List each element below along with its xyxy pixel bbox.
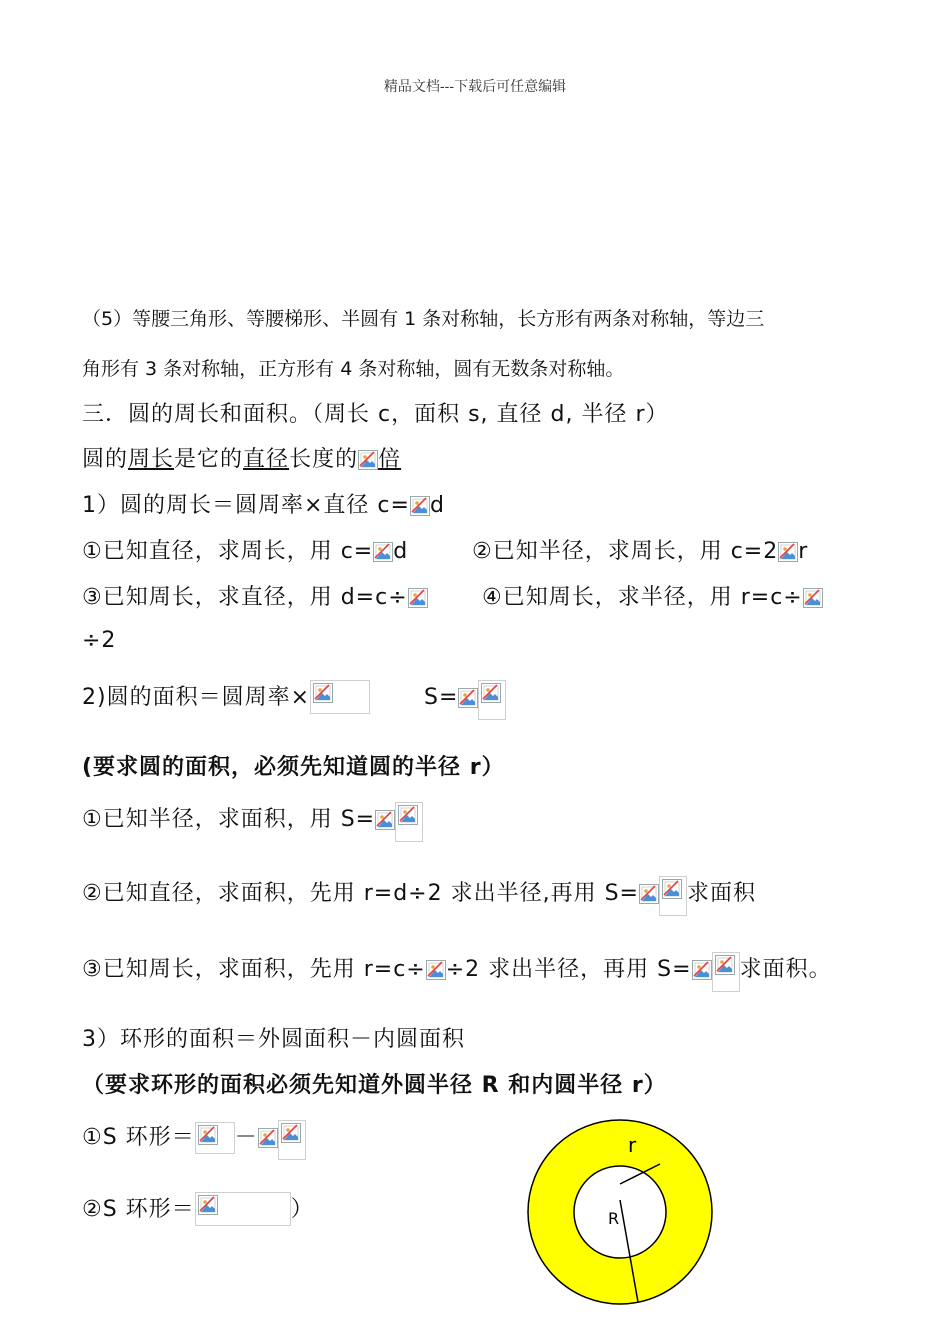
underlined-term-times: 倍	[378, 447, 402, 472]
text-segment: ②S 环形＝	[82, 1197, 195, 1222]
inner-radius-label: r	[628, 1133, 637, 1157]
pi-R2-minus-r2-image-icon	[198, 1195, 218, 1215]
text-line-6	[82, 534, 408, 565]
pi-r-squared-image-icon	[313, 683, 333, 703]
r-squared-image-icon	[481, 683, 501, 703]
formula-image-box	[712, 952, 740, 992]
text-segment: r	[798, 539, 809, 564]
text-line-6b	[472, 534, 808, 565]
pi-formula-image-icon	[408, 588, 428, 608]
pi-image-icon	[375, 810, 395, 830]
text-line-9b	[424, 680, 506, 720]
text-segment: －	[234, 1125, 258, 1150]
text-segment: ）	[290, 1197, 314, 1222]
text-line-7	[82, 580, 428, 611]
r-squared-image-icon	[398, 805, 418, 825]
text-segment: 求面积	[686, 881, 756, 906]
text-line-16	[82, 1120, 306, 1160]
text-line-5	[82, 488, 445, 519]
text-segment: 2)圆的面积＝圆周率×	[82, 685, 311, 710]
outer-radius-label: R	[608, 1209, 620, 1228]
pi-image-icon	[458, 688, 478, 708]
formula-image-box	[478, 680, 506, 720]
text-segment: ③已知周长，求面积，先用 r=c÷	[82, 957, 426, 982]
text-segment: ①已知半径，求面积，用 S=	[82, 807, 376, 832]
pi-image-icon	[692, 960, 712, 980]
text-segment: 圆的	[82, 447, 129, 472]
formula-image-box	[395, 802, 423, 842]
text-line-8: ÷2	[82, 628, 117, 653]
formula-image-box	[278, 1120, 306, 1160]
annulus-diagram	[520, 1112, 720, 1312]
pi-formula-image-icon	[778, 542, 798, 562]
pi-image-icon	[426, 960, 446, 980]
text-segment: 求面积。	[739, 957, 832, 982]
text-line-17	[82, 1192, 314, 1226]
note-radius-required: (要求圆的面积，必须先知道圆的半径 r）	[82, 755, 505, 780]
section-title: 三．圆的周长和面积。（周长 c，面积 s, 直径 d, 半径 r）	[82, 402, 669, 427]
pi-R-squared-image-icon	[198, 1125, 218, 1145]
inner-circle	[574, 1166, 666, 1258]
text-line-4	[82, 442, 401, 473]
text-segment: ②已知直径，求面积，先用 r=d÷2 求出半径,再用 S=	[82, 881, 639, 906]
text-segment: ÷2 求出半径，再用 S=	[445, 957, 692, 982]
formula-image-box	[310, 680, 370, 714]
text-line-11	[82, 802, 423, 842]
text-line-2: 角形有 3 条对称轴，正方形有 4 条对称轴，圆有无数条对称轴。	[82, 358, 625, 380]
pi-image-icon	[258, 1128, 278, 1148]
underlined-term-diameter: 直径	[243, 447, 290, 472]
formula-image-box	[195, 1192, 291, 1226]
text-line-7b	[482, 580, 823, 611]
underlined-term-circumference: 周长	[128, 447, 175, 472]
text-segment: ④已知周长，求半径，用 r=c÷	[482, 585, 803, 610]
text-segment: ③已知周长，求直径，用 d=c÷	[82, 585, 408, 610]
text-segment: 长度的	[289, 447, 359, 472]
pi-image-icon	[639, 884, 659, 904]
r-squared-image-icon	[662, 879, 682, 899]
r-squared-image-icon	[715, 955, 735, 975]
text-segment: ①已知直径，求周长，用 c=	[82, 539, 374, 564]
text-segment: d	[429, 493, 445, 518]
r-squared-image-icon	[281, 1123, 301, 1143]
text-line-13	[82, 952, 832, 992]
text-line-14: 3）环形的面积＝外圆面积－内圆面积	[82, 1027, 465, 1052]
formula-image-box	[659, 876, 687, 916]
text-segment: ②已知半径，求周长，用 c=2	[472, 539, 779, 564]
page-header: 精品文档---下载后可任意编辑	[383, 79, 567, 95]
pi-formula-image-icon	[410, 496, 430, 516]
pi-formula-image-icon	[803, 588, 823, 608]
text-segment: 1）圆的周长＝圆周率×直径 c=	[82, 493, 410, 518]
formula-image-box	[195, 1122, 235, 1154]
pi-formula-image-icon	[373, 542, 393, 562]
text-segment: S=	[424, 685, 459, 710]
text-segment: ①S 环形＝	[82, 1125, 195, 1150]
text-segment: 是它的	[174, 447, 244, 472]
note-annulus-radii: （要求环形的面积必须先知道外圆半径 R 和内圆半径 r）	[82, 1073, 667, 1098]
text-line-1: （5）等腰三角形、等腰梯形、半圆有 1 条对称轴，长方形有两条对称轴，等边三	[82, 308, 765, 330]
text-line-12	[82, 876, 756, 916]
pi-formula-image-icon	[358, 450, 378, 470]
text-line-9	[82, 680, 370, 714]
text-segment: d	[393, 539, 409, 564]
